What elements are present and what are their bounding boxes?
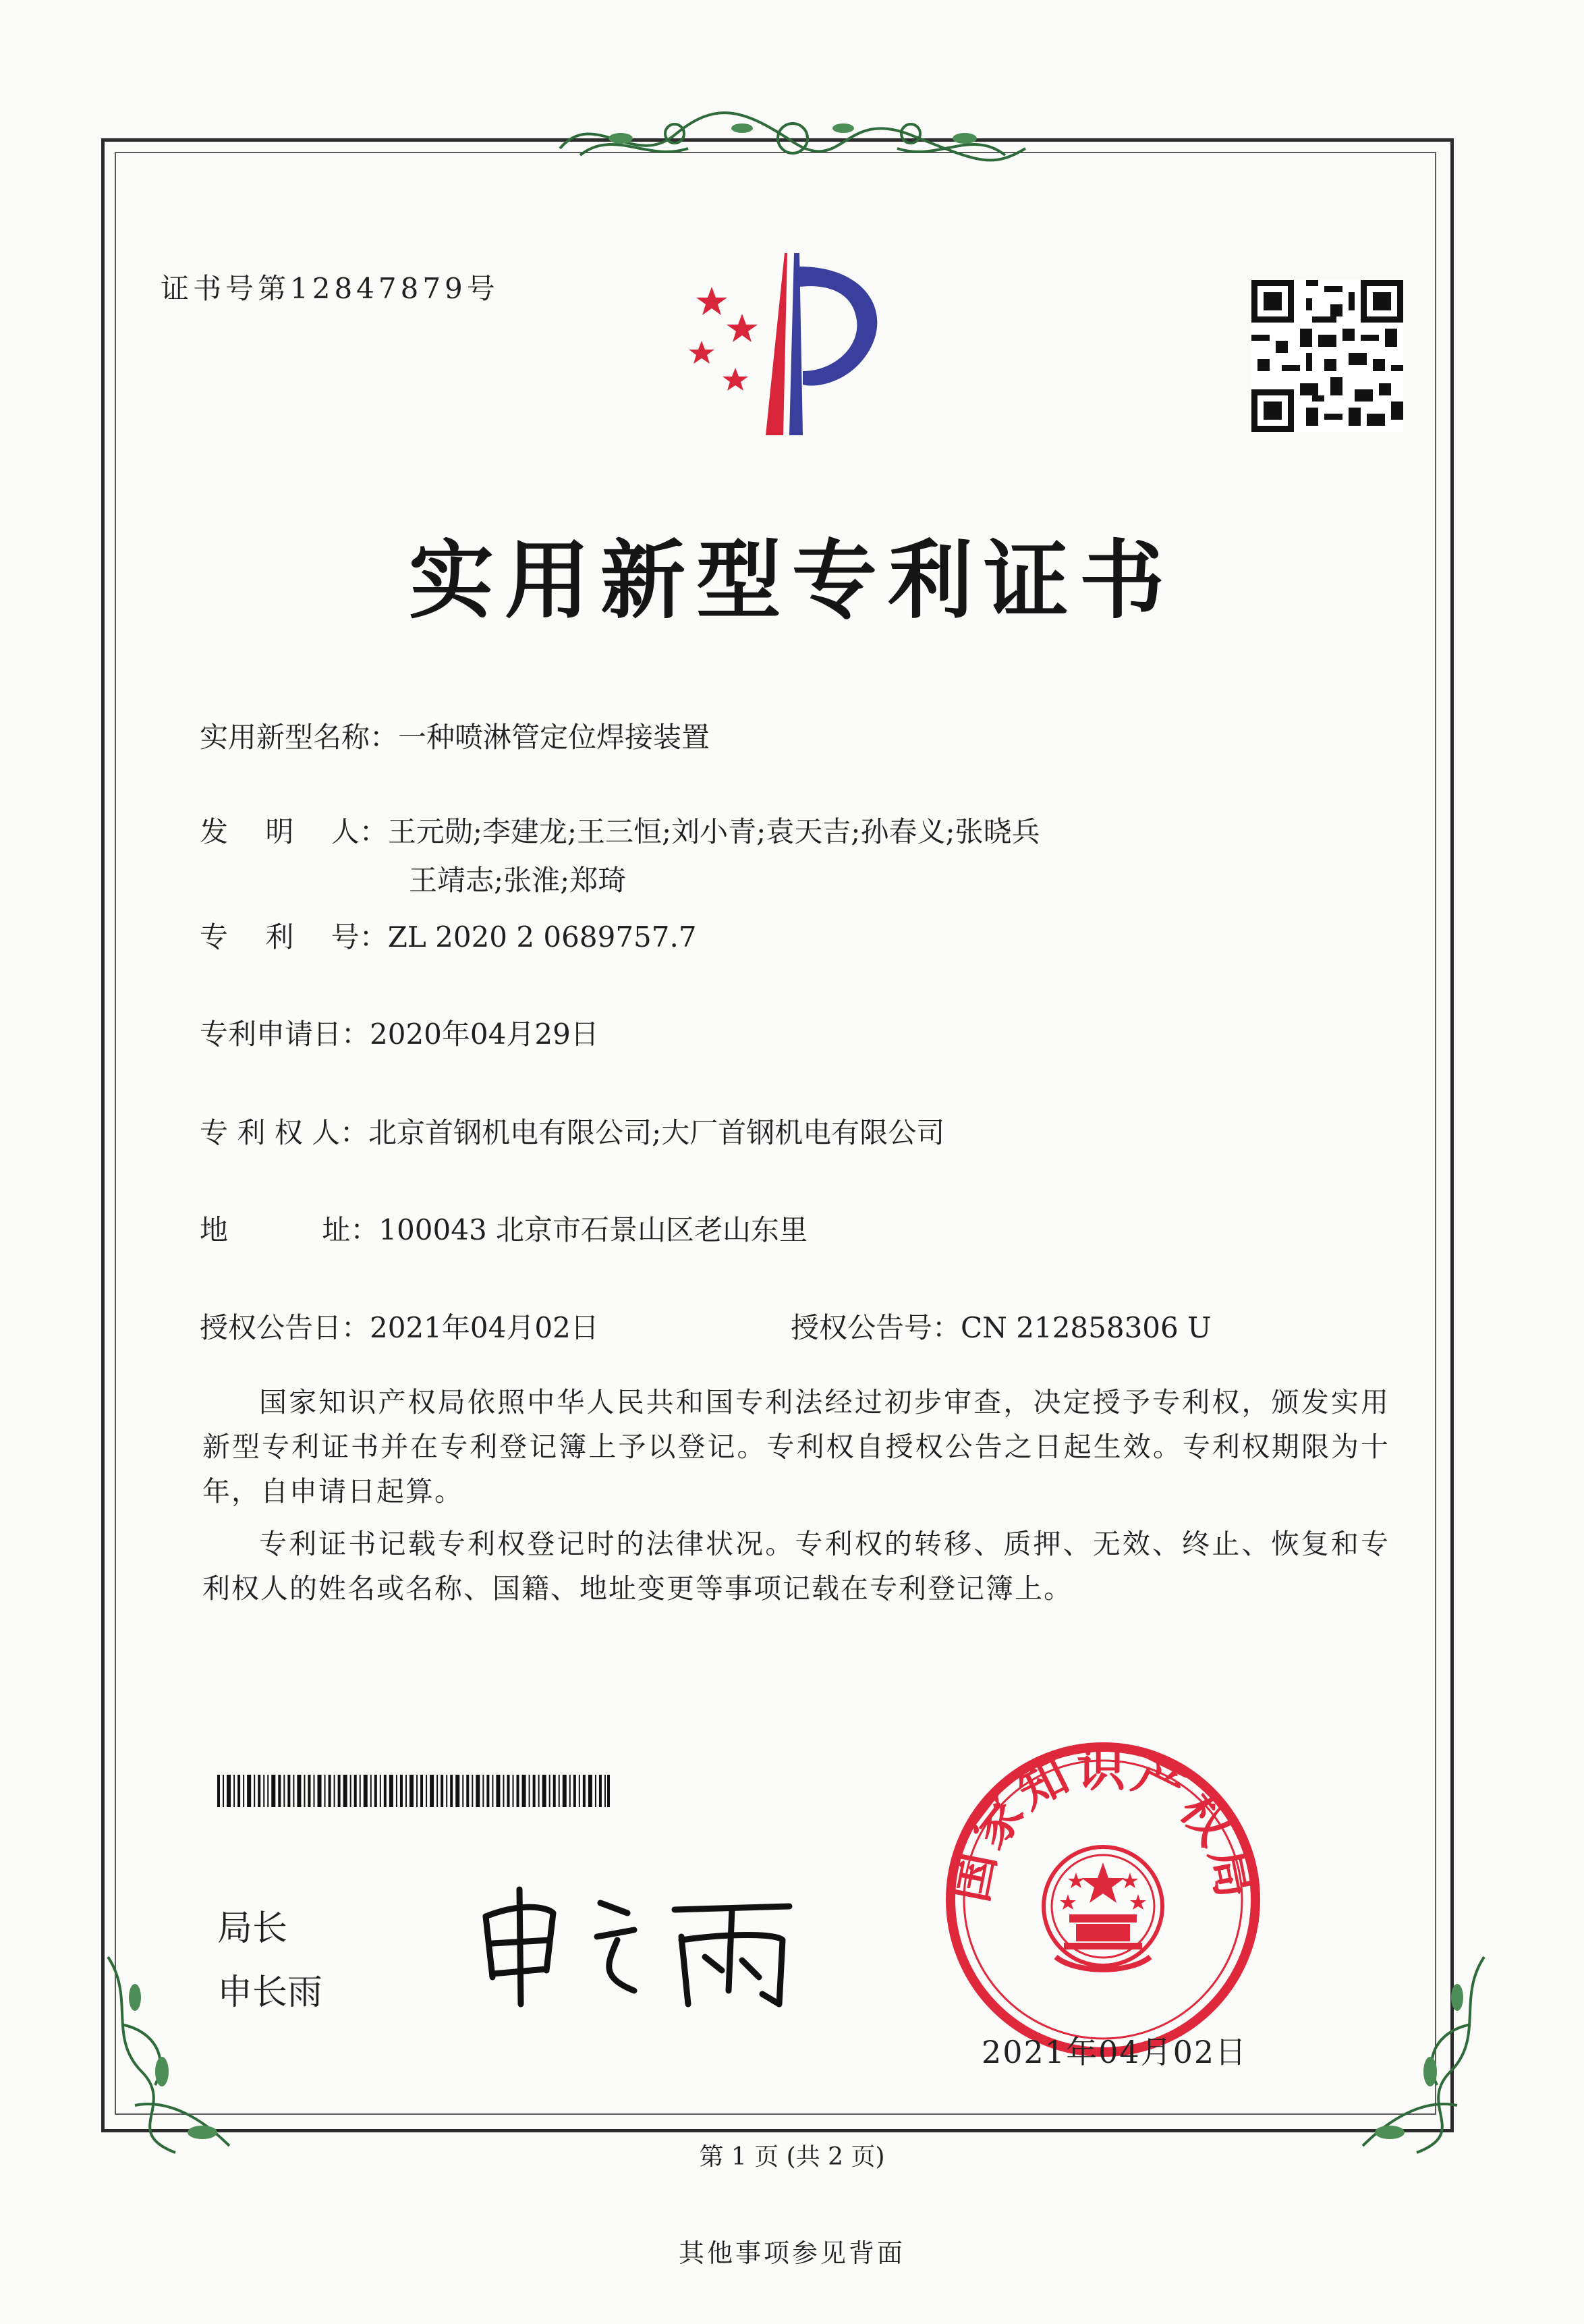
field-label: 地 址： [200, 1213, 379, 1246]
field-label: 专利申请日： [200, 1018, 370, 1051]
field-application-date [200, 1012, 599, 1053]
field-value: 王元勋;李建龙;王三恒;刘小青;袁天吉;孙春义;张晓兵 [387, 815, 1040, 848]
field-label: 实用新型名称： [200, 721, 399, 754]
field-patent-number [200, 915, 697, 956]
footer-note: 其他事项参见背面 [678, 2238, 905, 2268]
field-grant-date [200, 1306, 599, 1346]
field-value: 北京首钢机电有限公司;大厂首钢机电有限公司 [368, 1116, 945, 1149]
field-grant-number [791, 1306, 1212, 1346]
field-label: 专 利 权 人： [200, 1116, 369, 1149]
body-paragraph-1: 国家知识产权局依照中华人民共和国专利法经过初步审查，决定授予专利权，颁发实用新型专利证书并在专利登记簿上予以登记。专利权自授权公告之日起生效。专利权期限为十年，自申请日起算。 [202, 1386, 1390, 1507]
field-label: 授权公告日： [200, 1311, 370, 1344]
field-value: 一种喷淋管定位焊接装置 [398, 721, 710, 754]
field-value: ZL 2020 2 0689757.7 [387, 920, 697, 953]
field-utility-model-name [200, 715, 710, 756]
director-title: 局长 [217, 1908, 288, 1949]
field-value: 2020年04月29日 [370, 1018, 599, 1051]
signature-icon [472, 1876, 810, 2011]
bottom-right-ornament-icon [1322, 1943, 1498, 2166]
barcode-icon [217, 1775, 610, 1807]
page-title: 实用新型专利证书 [409, 530, 1175, 630]
field-address [200, 1208, 808, 1248]
field-label: 发 明 人： [200, 815, 388, 848]
seal-date: 2021年04月02日 [982, 2034, 1248, 2070]
field-label: 授权公告号： [791, 1311, 961, 1344]
field-inventors-continued: 王靖志;张淮;郑琦 [409, 864, 627, 897]
field-patentee [200, 1111, 944, 1151]
field-value: 2021年04月02日 [370, 1311, 599, 1344]
page-number: 第 1 页 (共 2 页) [699, 2143, 885, 2171]
top-ornament-icon [540, 101, 1046, 175]
body-paragraph-2: 专利证书记载专利权登记时的法律状况。专利权的转移、质押、无效、终止、恢复和专利权人的姓名或名称、国籍、地址变更等事项记载在专利登记簿上。 [202, 1528, 1390, 1605]
cnipa-logo-icon [664, 240, 907, 442]
certificate-number: 证书号第12847879号 [161, 272, 499, 305]
qr-code-icon [1251, 280, 1403, 432]
field-label: 专 利 号： [200, 920, 388, 953]
field-inventors [200, 810, 1040, 850]
field-value: CN 212858306 U [961, 1311, 1212, 1344]
official-seal-icon [941, 1738, 1265, 2062]
national-emblem-icon [1044, 1847, 1162, 1970]
seal-text: 国家知识产权局 [941, 1740, 1265, 1907]
director-name: 申长雨 [217, 1972, 323, 2013]
field-value: 100043 北京市石景山区老山东里 [378, 1213, 808, 1246]
